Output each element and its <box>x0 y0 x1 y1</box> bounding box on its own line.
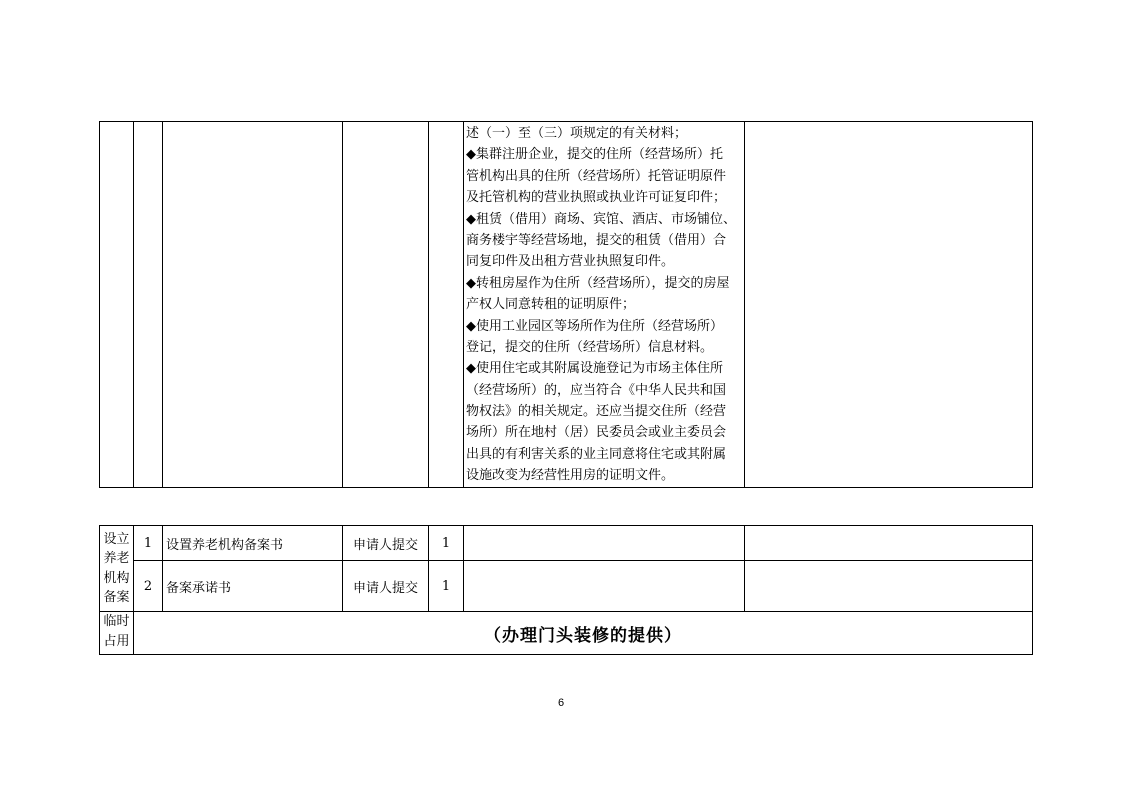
material-name: 备案承诺书 <box>163 561 343 612</box>
material-line: ◆集群注册企业，提交的住所（经营场所）托 <box>466 147 723 163</box>
source-cell <box>343 122 429 488</box>
material-line: 管机构出具的住所（经营场所）托管证明原件 <box>466 168 727 184</box>
material-line: ◆使用工业园区等场所作为住所（经营场所） <box>466 318 723 334</box>
category-label-line: 备案 <box>103 590 130 605</box>
material-requirements-cell <box>464 122 745 488</box>
page-number: 6 <box>557 697 565 709</box>
material-line: 物权法》的相关规定。还应当提交住所（经营 <box>466 404 727 420</box>
temporary-occupation-label <box>100 612 134 655</box>
material-source: 申请人提交 <box>343 526 429 561</box>
materials-table-continued <box>99 121 1033 488</box>
notes-cell <box>745 122 1033 488</box>
count-cell <box>429 122 464 488</box>
material-line: 同复印件及出租方营业执照复印件。 <box>466 254 675 270</box>
temporary-label-line: 临时 <box>103 614 130 629</box>
category-label-line: 养老 <box>103 551 130 566</box>
material-line: 述（一）至（三）项规定的有关材料； <box>466 126 688 141</box>
category-cell <box>100 526 134 612</box>
storefront-renovation-heading: （办理门头装修的提供） <box>134 612 1033 655</box>
notes-cell <box>745 526 1033 561</box>
material-line: 产权人同意转租的证明原件； <box>466 297 636 313</box>
material-line: （经营场所）的，应当符合《中华人民共和国 <box>466 382 727 398</box>
material-source: 申请人提交 <box>343 561 429 612</box>
copy-count: 1 <box>429 561 464 612</box>
material-line: 登记，提交的住所（经营场所）信息材料。 <box>466 339 714 355</box>
notes-cell <box>745 561 1033 612</box>
material-line: 设施改变为经营性用房的证明文件。 <box>466 468 675 484</box>
material-line: 商务楼宇等经营场地，提交的租赁（借用）合 <box>466 232 727 248</box>
category-label-line: 机构 <box>103 570 130 586</box>
category-label-line: 设立 <box>103 531 130 547</box>
row-number: 1 <box>134 526 163 561</box>
material-line: ◆转租房屋作为住所（经营场所），提交的房屋 <box>466 275 730 291</box>
number-cell <box>134 122 163 488</box>
material-line: 出具的有利害关系的业主同意将住宅或其附属 <box>466 446 727 462</box>
material-line: ◆使用住宅或其附属设施登记为市场主体住所 <box>466 361 723 377</box>
row-number: 2 <box>134 561 163 612</box>
material-name: 设置养老机构备案书 <box>163 526 343 561</box>
requirements-cell <box>464 561 745 612</box>
material-name-cell <box>163 122 343 488</box>
material-line: 及托管机构的营业执照或执业许可证复印件； <box>466 190 727 206</box>
elderly-care-filing-table <box>99 525 1033 655</box>
requirements-cell <box>464 526 745 561</box>
material-line: ◆租赁（借用）商场、宾馆、酒店、市场铺位、 <box>466 211 736 227</box>
copy-count: 1 <box>429 526 464 561</box>
category-cell <box>100 122 134 488</box>
temporary-label-line: 占用 <box>103 633 130 649</box>
material-line: 场所）所在地村（居）民委员会或业主委员会 <box>466 425 727 441</box>
